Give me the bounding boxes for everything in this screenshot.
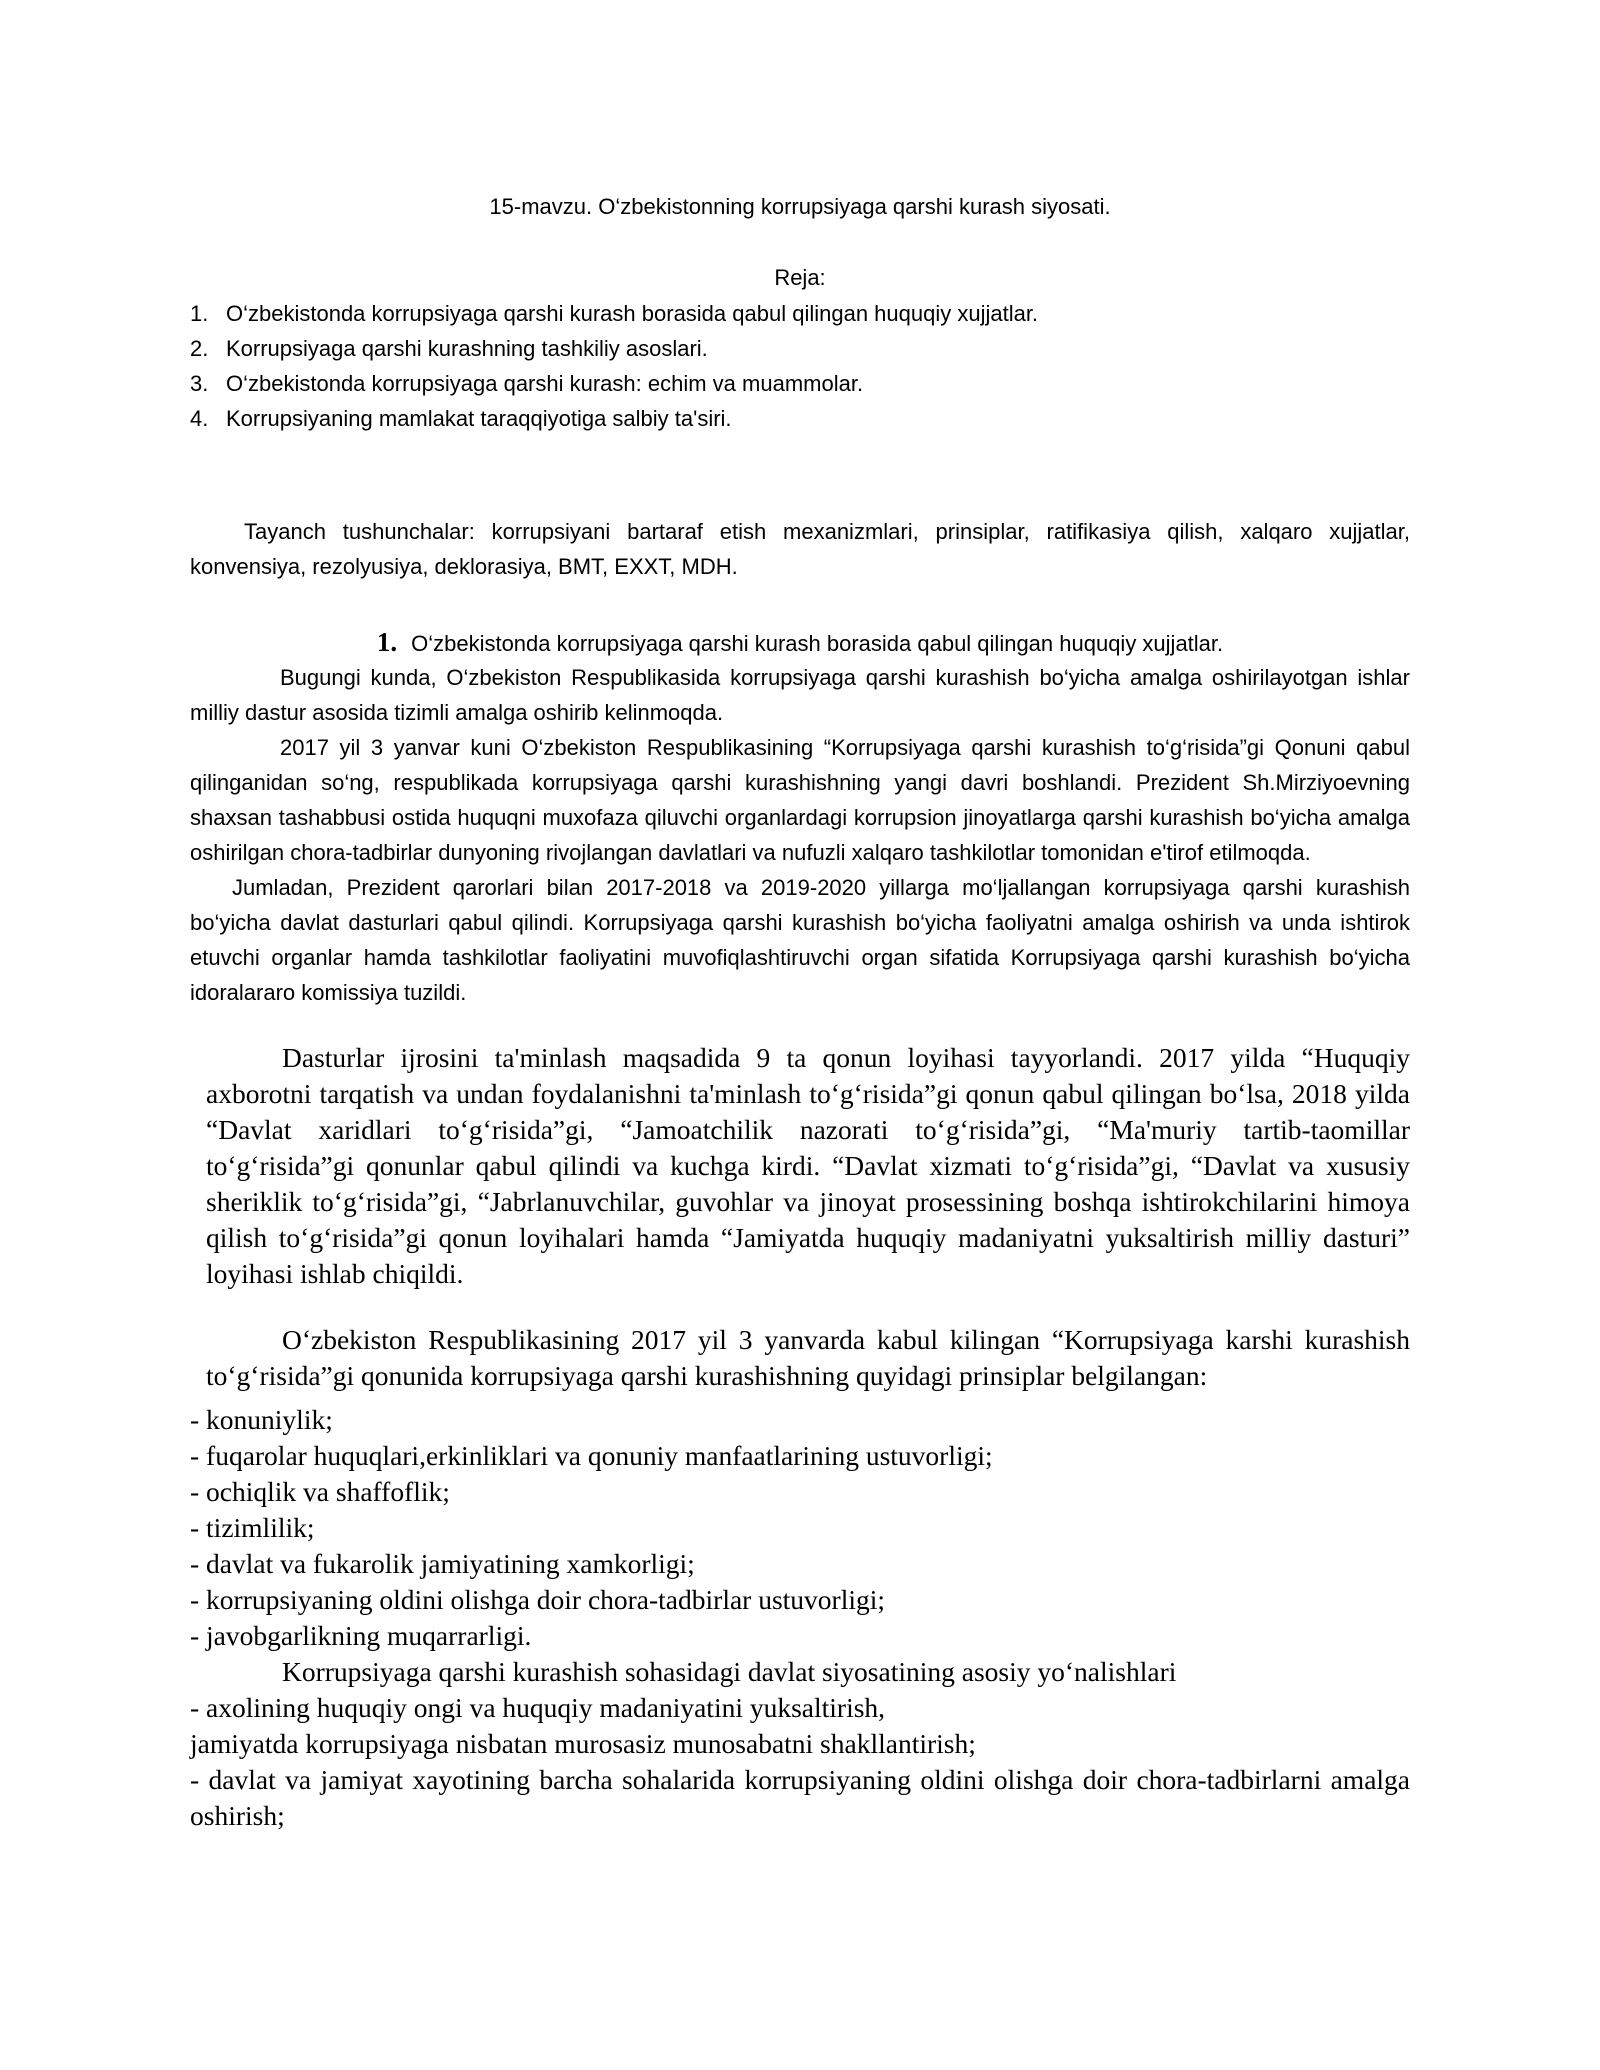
plan-item-number: 3. <box>190 371 209 396</box>
section-body <box>190 660 1410 1010</box>
plan-item-text: O‘zbekistonda korrupsiyaga qarshi kurash: echim va muammolar. <box>226 371 864 396</box>
page-title: 15-mavzu. O‘zbekistonning korrupsiyaga qarshi kurash siyosati. <box>489 194 1111 219</box>
list-item: - fuqarolar huquqlari,erkinliklari va qonuniy manfaatlarining ustuvorligi; <box>190 1440 993 1471</box>
plan-item <box>190 296 1410 331</box>
list-item: - konuniylik; <box>190 1404 333 1435</box>
list-item: - tizimlilik; <box>190 1512 315 1543</box>
paragraph: Bugungi kunda, O‘zbekiston Respublikasida korrupsiyaga qarshi kurashish bo‘yicha amalga oshirilayotgan ishlar milliy dastur asosida tizimli amalga oshirib kelinmoqda. <box>190 665 1410 725</box>
plan-label: Reja: <box>774 265 826 290</box>
plan-item-number: 1. <box>190 301 209 326</box>
plan-list <box>190 296 1410 436</box>
list-item: - davlat va jamiyat xayotining barcha sohalarida korrupsiyaning oldini olishga doir chora-tadbirlarni amalga oshirish; <box>190 1764 1410 1831</box>
paragraph: O‘zbekiston Respublikasining 2017 yil 3 yanvarda kabul kilingan “Korrupsiyaga karshi kurashish to‘g‘risida”gi qonunida korrupsiyaga qarshi kurashishning quyidagi prinsiplar belgilangan: <box>206 1323 1410 1391</box>
plan-item-text: Korrupsiyaning mamlakat taraqqiyotiga salbiy ta'siri. <box>226 406 732 431</box>
section-heading-text: O‘zbekistonda korrupsiyaga qarshi kurash borasida qabul qilingan huquqiy xujjatlar. <box>411 631 1224 656</box>
directions-list <box>190 1690 1410 1834</box>
paragraph: Dasturlar ijrosini ta'minlash maqsadida 9 ta qonun loyihasi tayyorlandi. 2017 yilda “Huquqiy axborotni tarqatish va undan foydalanishni ta'minlash to‘g‘risida”gi qonun qabul qilingan bo‘lsa, 2018 yilda “Davlat xaridlari to‘g‘risida”gi, “Jamoatchilik nazorati to‘g‘risida”gi, “Ma'muriy tartib-taomillar to‘g‘risida”gi qonunlar qabul qilindi va kuchga kirdi. “Davlat xizmati to‘g‘risida”gi, “Davlat va xususiy sheriklik to‘g‘risida”gi, “Jabrlanuvchilar, guvohlar va jinoyat prosessining boshqa ishtirokchilarini himoya qilish to‘g‘risida”gi qonun loyihalari hamda “Jamiyatda huquqiy madaniyatni yuksaltirish milliy dasturi” loyihasi ishlab chiqildi. <box>206 1042 1410 1289</box>
key-concepts-text: Tayanch tushunchalar: korrupsiyani bartaraf etish mexanizmlari, prinsiplar, ratifikasiya qilish, xalqaro xujjatlar, konvensiya, rezolyusiya, deklorasiya, BMT, EXXT, MDH. <box>190 519 1410 579</box>
key-concepts <box>190 514 1410 584</box>
plan-item-text: O‘zbekistonda korrupsiyaga qarshi kurash borasida qabul qilingan huquqiy xujjatlar. <box>226 301 1039 326</box>
section-number: 1. <box>376 627 398 657</box>
list-item: jamiyatda korrupsiyaga nisbatan murosasiz munosabatni shakllantirish; <box>190 1728 976 1759</box>
serif-paragraph-block <box>206 1040 1410 1292</box>
list-item: - korrupsiyaning oldini olishga doir chora-tadbirlar ustuvorligi; <box>190 1584 886 1615</box>
plan-item <box>190 331 1410 366</box>
paragraph: Jumladan, Prezident qarorlari bilan 2017-2018 va 2019-2020 yillarga mo‘ljallangan korrupsiyaga qarshi kurashish bo‘yicha davlat dasturlari qabul qilindi. Korrupsiyaga qarshi kurashish bo‘yicha faoliyatni amalga oshirish va unda ishtirok etuvchi organlar hamda tashkilotlar faoliyatini muvofiqlashtiruvchi organ sifatida Korrupsiyaga qarshi kurashish bo‘yicha idoralararo komissiya tuzildi. <box>190 875 1410 1005</box>
plan-item <box>190 401 1410 436</box>
list-item: - ochiqlik va shaffoflik; <box>190 1476 450 1507</box>
directions-title: Korrupsiyaga qarshi kurashish sohasidagi davlat siyosatining asosiy yo‘nalishlari <box>282 1656 1177 1687</box>
plan-item <box>190 366 1410 401</box>
list-item: - javobgarlikning muqarrarligi. <box>190 1620 532 1651</box>
paragraph: 2017 yil 3 yanvar kuni O‘zbekiston Respublikasining “Korrupsiyaga qarshi kurashish to‘g‘risida”gi Qonuni qabul qilinganidan so‘ng, respublikada korrupsiyaga qarshi kurashishning yangi davri boshlandi. Prezident Sh.Mirziyoevning shaxsan tashabbusi ostida huquqni muxofaza qiluvchi organlardagi korrupsion jinoyatlarga qarshi kurashish bo‘yicha amalga oshirilgan chora-tadbirlar dunyoning rivojlangan davlatlari va nufuzli xalqaro tashkilotlar tomonidan e'tirof etilmoqda. <box>190 735 1410 865</box>
plan-item-number: 4. <box>190 406 209 431</box>
plan-item-number: 2. <box>190 336 209 361</box>
list-item: - davlat va fukarolik jamiyatining xamkorligi; <box>190 1548 695 1579</box>
section-heading <box>190 625 1410 661</box>
plan-item-text: Korrupsiyaga qarshi kurashning tashkiliy asoslari. <box>226 336 708 361</box>
principles-list <box>190 1402 1410 1654</box>
list-item: - axolining huquqiy ongi va huquqiy madaniyatini yuksaltirish, <box>190 1692 886 1723</box>
